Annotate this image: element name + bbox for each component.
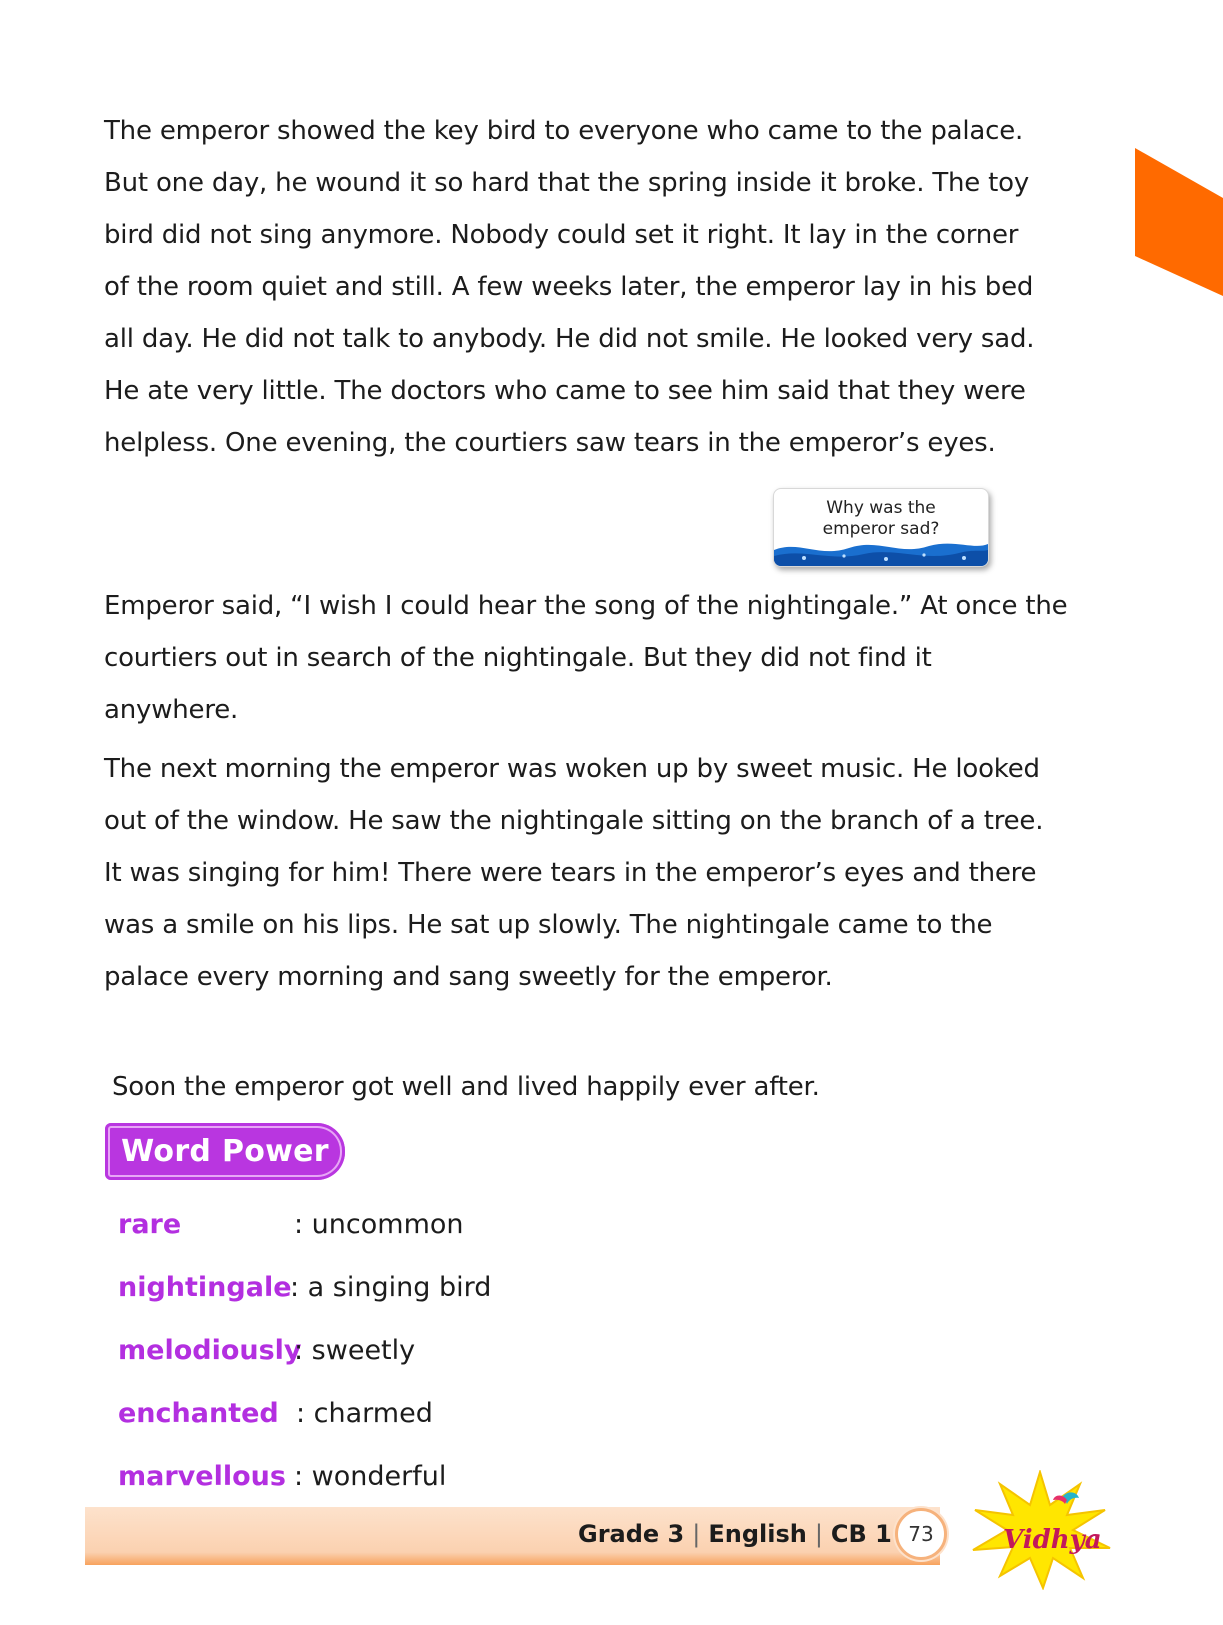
question-callout (773, 488, 989, 567)
story-line: But one day, he wound it so hard that the spring inside it broke. The toy (104, 168, 1030, 198)
story-line: The next morning the emperor was woken up by sweet music. He looked (104, 754, 1040, 784)
story-line: bird did not sing anymore. Nobody could set it right. It lay in the corner (104, 220, 1019, 250)
story-line: out of the window. He saw the nightingale sitting on the branch of a tree. (104, 806, 1044, 836)
logo-text: Vidhya (1003, 1525, 1102, 1555)
story-line: He ate very little. The doctors who came to see him said that they were (104, 376, 1026, 406)
story-paragraph-4 (112, 1061, 1192, 1113)
story-paragraph-3 (104, 743, 1184, 1003)
vocab-term: nightingale (118, 1272, 292, 1303)
story-line: courtiers out in search of the nightingale. But they did not find it (104, 643, 932, 673)
word-power-heading (105, 1123, 345, 1180)
page-number-badge (895, 1508, 947, 1560)
story-line: It was singing for him! There were tears in the emperor’s eyes and there (104, 858, 1037, 888)
word-power-label: Word Power (121, 1134, 329, 1169)
vocab-term: marvellous (118, 1461, 286, 1492)
vocab-term: rare (118, 1209, 182, 1240)
wave-decoration (774, 536, 988, 566)
story-line: Soon the emperor got well and lived happily ever after. (112, 1072, 820, 1102)
story-line: Emperor said, “I wish I could hear the song of the nightingale.” At once the (104, 591, 1068, 621)
story-line: helpless. One evening, the courtiers saw tears in the emperor’s eyes. (104, 428, 996, 458)
vocab-definition: : charmed (296, 1398, 433, 1429)
story-paragraph-2 (104, 580, 1184, 736)
vidhya-logo (955, 1470, 1125, 1590)
story-line: of the room quiet and still. A few weeks later, the emperor lay in his bed (104, 272, 1034, 302)
footer-separator: | (814, 1520, 823, 1548)
footer-subject: English (708, 1520, 807, 1548)
story-line: The emperor showed the key bird to everyone who came to the palace. (104, 116, 1024, 146)
footer-book: CB 1 (830, 1520, 892, 1548)
footer-separator: | (692, 1520, 701, 1548)
page-number: 73 (908, 1522, 934, 1546)
story-line: was a smile on his lips. He sat up slowly. The nightingale came to the (104, 910, 993, 940)
vocab-term: melodiously (118, 1335, 302, 1366)
story-line: all day. He did not talk to anybody. He did not smile. He looked very sad. (104, 324, 1035, 354)
vocab-definition: : uncommon (294, 1209, 464, 1240)
story-paragraph-1 (104, 105, 1184, 469)
story-line: anywhere. (104, 695, 239, 725)
vocab-definition: : a singing bird (290, 1272, 492, 1303)
footer-book-info (578, 1510, 892, 1558)
callout-question: Why was the emperor sad? (822, 498, 940, 539)
vocab-term: enchanted (118, 1398, 279, 1429)
story-line: palace every morning and sang sweetly for the emperor. (104, 962, 833, 992)
vocab-definition: : sweetly (294, 1335, 416, 1366)
footer-grade: Grade 3 (578, 1520, 685, 1548)
vocab-definition: : wonderful (294, 1461, 447, 1492)
